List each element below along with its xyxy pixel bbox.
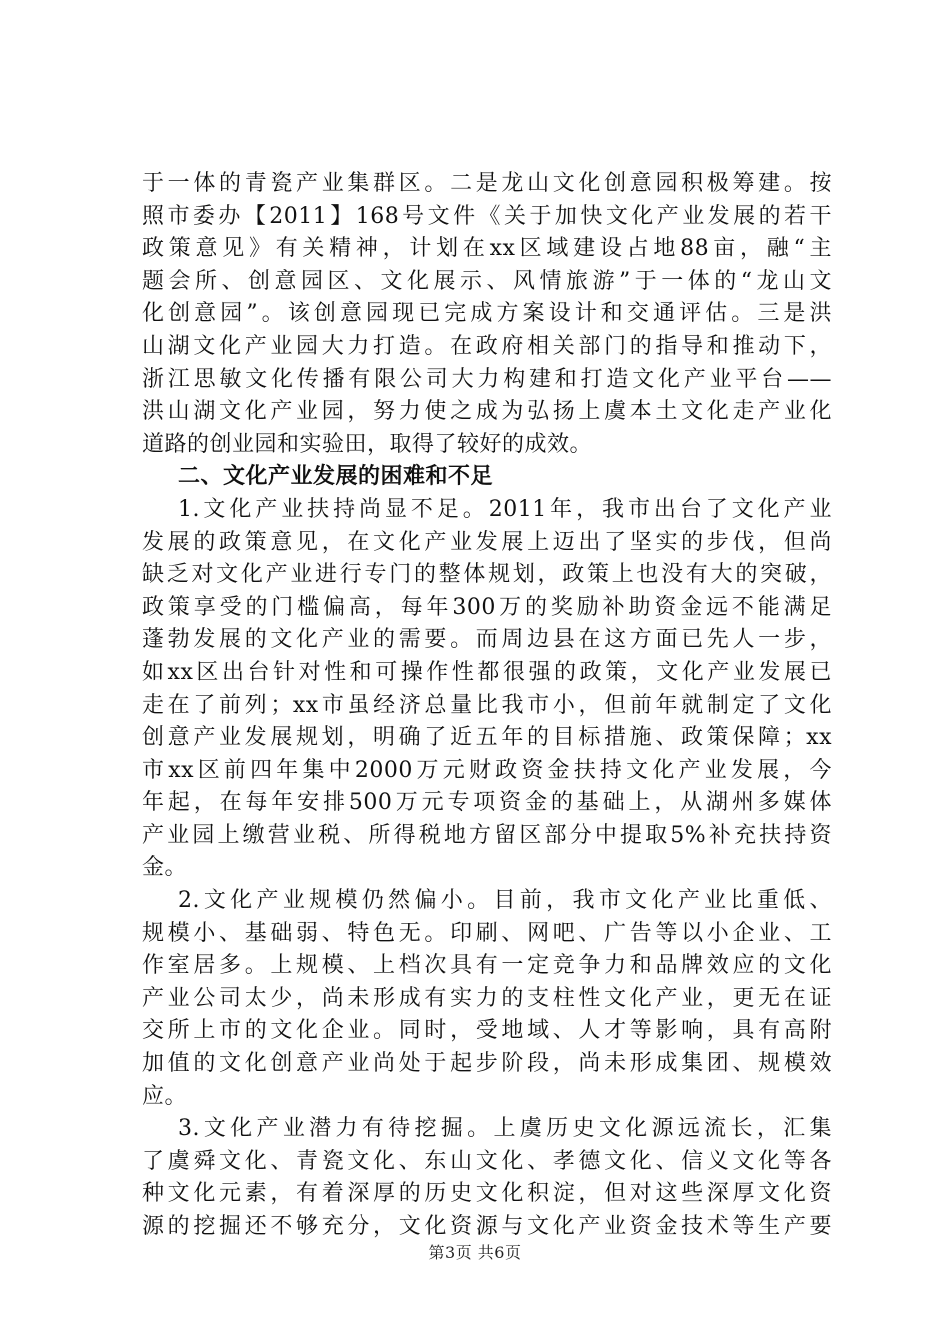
paragraph-line: 如xx区出台针对性和可操作性都很强的政策，文化产业发展已 bbox=[142, 659, 832, 685]
paragraph-line: 规模小、基础弱、特色无。印刷、网吧、广告等以小企业、工 bbox=[142, 920, 832, 946]
paragraph-line: 产业园上缴营业税、所得税地方留区部分中提取5%补充扶持资 bbox=[142, 822, 832, 848]
text-line: 题会所、创意园区、文化展示、风情旅游”于一体的“龙山文 bbox=[142, 268, 832, 294]
paragraph-line: 蓬勃发展的文化产业的需要。而周边县在这方面已先人一步， bbox=[142, 627, 832, 653]
text-line: 化创意园”。该创意园现已完成方案设计和交通评估。三是洪 bbox=[142, 301, 832, 327]
paragraph-line: 产业公司太少，尚未形成有实力的支柱性文化产业，更无在证 bbox=[142, 985, 832, 1011]
text-line: 于一体的青瓷产业集群区。二是龙山文化创意园积极筹建。按 bbox=[142, 171, 832, 196]
text-line: 照市委办【2011】168号文件《关于加快文化产业发展的若干 bbox=[142, 203, 832, 229]
paragraph-line: 发展的政策意见，在文化产业发展上迈出了坚实的步伐，但尚 bbox=[142, 529, 832, 555]
section-heading: 二、文化产业发展的困难和不足 bbox=[178, 464, 494, 490]
paragraph-line: 交所上市的文化企业。同时，受地域、人才等影响，具有高附 bbox=[142, 1018, 832, 1044]
text-line: 政策意见》有关精神，计划在xx区域建设占地88亩，融“主 bbox=[142, 236, 832, 262]
paragraph-line: 政策享受的门槛偏高，每年300万的奖励补助资金远不能满足 bbox=[142, 594, 832, 620]
paragraph-line: 3.文化产业潜力有待挖掘。上虞历史文化源远流长，汇集 bbox=[178, 1116, 832, 1142]
paragraph-line: 创意产业发展规划，明确了近五年的目标措施、政策保障；xx bbox=[142, 725, 832, 751]
text-line: 山湖文化产业园大力打造。在政府相关部门的指导和推动下， bbox=[142, 333, 832, 359]
paragraph-line: 加值的文化创意产业尚处于起步阶段，尚未形成集团、规模效 bbox=[142, 1051, 832, 1077]
text-line: 道路的创业园和实验田，取得了较好的成效。 bbox=[142, 431, 593, 457]
paragraph-line: 市xx区前四年集中2000万元财政资金扶持文化产业发展，今 bbox=[142, 757, 832, 783]
page-footer: 第3页 共6页 bbox=[428, 1243, 522, 1262]
paragraph-line: 源的挖掘还不够充分，文化资源与文化产业资金技术等生产要 bbox=[142, 1214, 832, 1239]
paragraph-line: 缺乏对文化产业进行专门的整体规划，政策上也没有大的突破， bbox=[142, 562, 832, 588]
paragraph-line: 了虞舜文化、青瓷文化、东山文化、孝德文化、信义文化等各 bbox=[142, 1148, 832, 1174]
text-line: 浙江思敏文化传播有限公司大力构建和打造文化产业平台—— bbox=[142, 366, 832, 392]
paragraph-line: 金。 bbox=[142, 855, 188, 881]
paragraph-line: 1.文化产业扶持尚显不足。2011年，我市出台了文化产业 bbox=[178, 496, 832, 522]
paragraph-line: 应。 bbox=[142, 1083, 188, 1109]
paragraph-line: 走在了前列；xx市虽经济总量比我市小，但前年就制定了文化 bbox=[142, 692, 832, 718]
text-line: 洪山湖文化产业园，努力使之成为弘扬上虞本土文化走产业化 bbox=[142, 399, 832, 425]
paragraph-line: 作室居多。上规模、上档次具有一定竞争力和品牌效应的文化 bbox=[142, 953, 832, 979]
paragraph-line: 年起，在每年安排500万元专项资金的基础上，从湖州多媒体 bbox=[142, 790, 832, 816]
paragraph-line: 种文化元素，有着深厚的历史文化积淀，但对这些深厚文化资 bbox=[142, 1181, 832, 1207]
document-body bbox=[142, 168, 832, 1244]
paragraph-line: 2.文化产业规模仍然偏小。目前，我市文化产业比重低、 bbox=[178, 888, 832, 914]
